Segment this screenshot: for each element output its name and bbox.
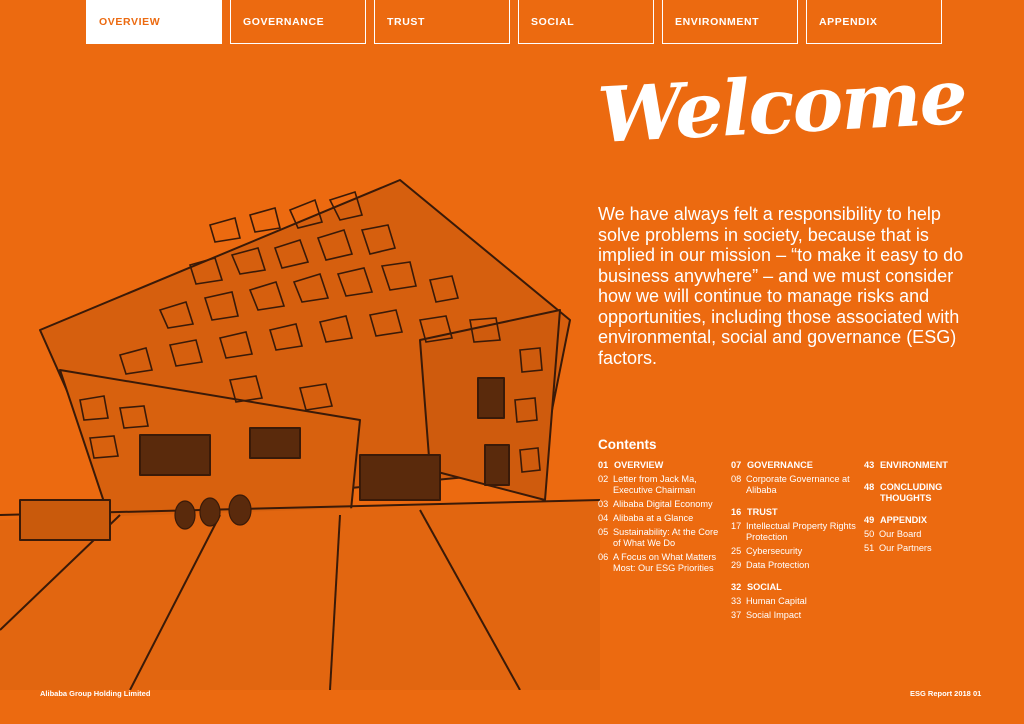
page-number: 07 (731, 460, 742, 470)
contents-entry[interactable] (731, 507, 861, 518)
page-number: 06 (598, 552, 609, 562)
tab-overview[interactable]: OVERVIEW (86, 0, 222, 44)
entry-label: A Focus on What Matters Most: Our ESG Priorities (613, 552, 717, 573)
entry-label: Our Board (879, 529, 922, 539)
top-nav (86, 0, 950, 46)
entry-label: Corporate Governance at Alibaba (746, 474, 850, 495)
entry-label: Social Impact (746, 610, 802, 620)
page-number: 08 (731, 474, 742, 484)
contents-title: Contents (598, 437, 657, 452)
contents-entry[interactable] (731, 474, 861, 496)
contents-column-2 (731, 460, 861, 624)
entry-label: OVERVIEW (614, 460, 664, 470)
entry-label: Alibaba Digital Economy (613, 499, 713, 509)
page-number: 37 (731, 610, 742, 620)
page-number: 50 (864, 529, 875, 539)
footer-page-info: ESG Report 2018 01 (910, 689, 982, 698)
contents-entry[interactable] (598, 513, 728, 524)
page-number: 01 (598, 460, 609, 470)
contents-entry[interactable] (864, 515, 994, 526)
contents-entry[interactable] (598, 474, 728, 496)
tab-environment[interactable]: ENVIRONMENT (662, 0, 798, 44)
contents-entry[interactable] (731, 610, 861, 621)
footer-company-name: Alibaba Group Holding Limited (40, 689, 151, 698)
contents-entry[interactable] (598, 499, 728, 510)
page-number: 02 (598, 474, 609, 484)
entry-label: Human Capital (746, 596, 807, 606)
page-number: 17 (731, 521, 742, 531)
spacer (864, 474, 994, 482)
contents-entry[interactable] (731, 460, 861, 471)
entry-label: Intellectual Property Rights Protection (746, 521, 856, 542)
page-number: 49 (864, 515, 875, 525)
contents-entry[interactable] (731, 521, 861, 543)
entry-label: GOVERNANCE (747, 460, 813, 470)
entry-label: Cybersecurity (746, 546, 803, 556)
contents-entry[interactable] (731, 582, 861, 593)
contents-entry[interactable] (864, 482, 994, 504)
welcome-heading: Welcome (595, 51, 968, 160)
spacer (731, 499, 861, 507)
page-number: 32 (731, 582, 742, 592)
entry-label: CONCLUDING THOUGHTS (880, 482, 943, 503)
contents-entry[interactable] (598, 460, 728, 471)
page-number: 48 (864, 482, 875, 492)
entry-label: Sustainability: At the Core of What We Do (613, 527, 719, 548)
contents-entry[interactable] (731, 560, 861, 571)
page-number: 05 (598, 527, 609, 537)
page-number: 04 (598, 513, 609, 523)
entry-label: Data Protection (746, 560, 810, 570)
page-number: 43 (864, 460, 875, 470)
entry-label: Letter from Jack Ma, Executive Chairman (613, 474, 697, 495)
entry-label: Our Partners (879, 543, 932, 553)
tab-social[interactable]: SOCIAL (518, 0, 654, 44)
contents-column-3 (864, 460, 994, 557)
entry-label: ENVIRONMENT (880, 460, 948, 470)
contents-entry[interactable] (598, 552, 728, 574)
building-sketch-illustration (0, 170, 600, 690)
entry-label: SOCIAL (747, 582, 782, 592)
page-number: 16 (731, 507, 742, 517)
contents-entry[interactable] (598, 527, 728, 549)
tab-appendix[interactable]: APPENDIX (806, 0, 942, 44)
contents-entry[interactable] (731, 596, 861, 607)
contents-column-1 (598, 460, 728, 577)
contents-entry[interactable] (864, 543, 994, 554)
contents-entry[interactable] (731, 546, 861, 557)
entry-label: APPENDIX (880, 515, 927, 525)
tab-governance[interactable]: GOVERNANCE (230, 0, 366, 44)
contents-entry[interactable] (864, 529, 994, 540)
contents-entry[interactable] (864, 460, 994, 471)
page-number: 51 (864, 543, 875, 553)
intro-paragraph: We have always felt a responsibility to help solve problems in society, because that is implied in our mission – “to make it easy to do business anywhere” – and we must consider how we will continue to manage risks and opportunities, including those associated with environmental, social and governance (ESG) factors. (598, 204, 964, 368)
tab-trust[interactable]: TRUST (374, 0, 510, 44)
page-number: 03 (598, 499, 609, 509)
page-number: 33 (731, 596, 742, 606)
spacer (864, 507, 994, 515)
page-number: 25 (731, 546, 742, 556)
entry-label: Alibaba at a Glance (613, 513, 694, 523)
entry-label: TRUST (747, 507, 778, 517)
page-number: 29 (731, 560, 742, 570)
spacer (731, 574, 861, 582)
